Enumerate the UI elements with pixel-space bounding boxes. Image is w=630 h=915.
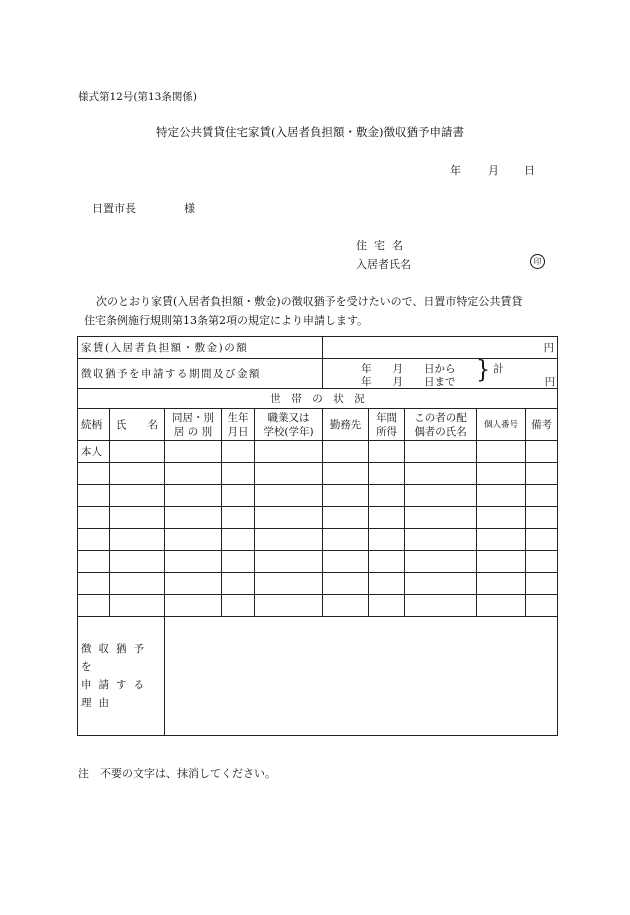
- table-cell[interactable]: [78, 529, 110, 551]
- table-cell[interactable]: [405, 485, 477, 507]
- table-cell[interactable]: [369, 573, 405, 595]
- col-spouse-2: 偶者の氏名: [414, 425, 467, 438]
- document-title: 特定公共賃貸住宅家賃(入居者負担額・敷金)徴収猶予申請書: [156, 125, 464, 139]
- table-cell[interactable]: [110, 507, 165, 529]
- column-header-row: [78, 409, 558, 441]
- col-birth-2: 月日: [227, 425, 249, 438]
- reason-label: [78, 617, 165, 736]
- col-job-2: 学校(学年): [263, 425, 314, 438]
- table-cell[interactable]: [222, 463, 255, 485]
- table-cell[interactable]: [405, 507, 477, 529]
- table-cell[interactable]: [78, 573, 110, 595]
- period-label: 徴収猶予を申請する期間及び金額: [78, 359, 323, 389]
- addressee-honorific: 様: [184, 202, 195, 215]
- table-row: [78, 573, 558, 595]
- table-cell[interactable]: [110, 463, 165, 485]
- table-cell[interactable]: [165, 485, 222, 507]
- table-row: [78, 485, 558, 507]
- rent-amount-field[interactable]: [323, 337, 558, 359]
- birth-cell[interactable]: [222, 441, 255, 463]
- rent-row: [78, 337, 558, 359]
- table-cell[interactable]: [405, 573, 477, 595]
- col-name: 氏 名: [110, 409, 165, 441]
- table-cell[interactable]: [222, 529, 255, 551]
- table-cell[interactable]: [526, 573, 558, 595]
- col-job-1: 職業又は: [267, 411, 310, 424]
- table-cell[interactable]: [222, 573, 255, 595]
- table-cell[interactable]: [110, 573, 165, 595]
- table-cell[interactable]: [255, 485, 323, 507]
- intro-paragraph: [78, 292, 560, 330]
- table-cell[interactable]: [255, 463, 323, 485]
- reason-line-1: 徴収猶予を: [81, 643, 151, 673]
- table-cell[interactable]: [110, 485, 165, 507]
- table-cell[interactable]: [78, 463, 110, 485]
- table-cell[interactable]: [369, 551, 405, 573]
- addressee: [92, 200, 195, 216]
- table-cell[interactable]: [323, 573, 369, 595]
- job-cell[interactable]: [255, 441, 323, 463]
- table-cell[interactable]: [110, 551, 165, 573]
- col-income-1: 年間: [376, 411, 398, 424]
- col-spouse-1: この者の配: [414, 411, 467, 424]
- brace-icon: }: [476, 358, 491, 385]
- table-cell[interactable]: [477, 595, 526, 617]
- table-cell[interactable]: [477, 551, 526, 573]
- table-cell[interactable]: [165, 529, 222, 551]
- table-cell[interactable]: [222, 485, 255, 507]
- period-to: 年 月 日まで: [361, 376, 456, 388]
- applicant-name-label: 入居者氏名: [356, 258, 411, 271]
- table-cell[interactable]: [222, 595, 255, 617]
- table-cell[interactable]: [526, 463, 558, 485]
- col-birth: [222, 409, 255, 441]
- table-cell[interactable]: [78, 485, 110, 507]
- application-table: [77, 336, 558, 736]
- table-cell[interactable]: [477, 573, 526, 595]
- col-relation: 続柄: [78, 409, 110, 441]
- table-cell[interactable]: [165, 463, 222, 485]
- period-yen: 円: [544, 376, 556, 388]
- spouse-cell[interactable]: [405, 441, 477, 463]
- period-total-label: 計: [493, 363, 504, 375]
- workplace-cell[interactable]: [323, 441, 369, 463]
- seal-mark: 印: [530, 254, 545, 269]
- table-cell[interactable]: [477, 529, 526, 551]
- name-cell[interactable]: [110, 441, 165, 463]
- date-line: [450, 162, 535, 178]
- reason-row: [78, 617, 558, 736]
- footnote: 注 不要の文字は、抹消してください。: [78, 767, 276, 780]
- rent-label: 家賃(入居者負担額・敷金)の額: [78, 337, 323, 359]
- col-living-1: 同居・別: [172, 411, 214, 424]
- col-income-2: 所得: [376, 425, 398, 438]
- table-cell[interactable]: [78, 595, 110, 617]
- period-row: [78, 359, 558, 389]
- relation-cell: 本人: [78, 441, 110, 463]
- table-cell[interactable]: [255, 573, 323, 595]
- household-header: 世 帯 の 状 況: [78, 389, 558, 409]
- table-cell[interactable]: [405, 529, 477, 551]
- table-cell[interactable]: [110, 529, 165, 551]
- table-cell[interactable]: [255, 507, 323, 529]
- table-cell[interactable]: [477, 463, 526, 485]
- col-workplace: 勤務先: [323, 409, 369, 441]
- table-cell[interactable]: [526, 485, 558, 507]
- table-cell[interactable]: [526, 595, 558, 617]
- table-row: [78, 529, 558, 551]
- table-row: [78, 441, 558, 463]
- table-cell[interactable]: [222, 507, 255, 529]
- table-cell[interactable]: [369, 529, 405, 551]
- table-cell[interactable]: [369, 463, 405, 485]
- living-cell[interactable]: [165, 441, 222, 463]
- col-income: [369, 409, 405, 441]
- table-cell[interactable]: [222, 551, 255, 573]
- table-cell[interactable]: [323, 463, 369, 485]
- table-cell[interactable]: [165, 573, 222, 595]
- date-year: 年: [450, 164, 461, 177]
- addressee-name: 日置市長: [92, 202, 136, 215]
- col-living-2: 居 の 別: [173, 425, 213, 438]
- table-cell[interactable]: [323, 529, 369, 551]
- table-row: [78, 507, 558, 529]
- income-cell[interactable]: [369, 441, 405, 463]
- intro-line-2: 住宅条例施行規則第13条第2項の規定により申請します。: [84, 314, 369, 327]
- table-cell[interactable]: [165, 595, 222, 617]
- col-birth-1: 生年: [227, 411, 249, 424]
- table-row: [78, 595, 558, 617]
- col-mynumber: 個人番号: [477, 409, 526, 441]
- household-header-row: [78, 389, 558, 409]
- table-cell[interactable]: [255, 529, 323, 551]
- table-row: [78, 551, 558, 573]
- col-remarks: 備考: [526, 409, 558, 441]
- table-cell[interactable]: [526, 529, 558, 551]
- table-cell[interactable]: [369, 595, 405, 617]
- table-cell[interactable]: [255, 595, 323, 617]
- applicant-address-label: 住宅名: [356, 239, 410, 252]
- table-cell[interactable]: [405, 463, 477, 485]
- table-cell[interactable]: [323, 595, 369, 617]
- table-cell[interactable]: [255, 551, 323, 573]
- table-cell[interactable]: [165, 507, 222, 529]
- table-cell[interactable]: [323, 507, 369, 529]
- date-month: 月: [488, 164, 499, 177]
- table-cell[interactable]: [477, 507, 526, 529]
- table-cell[interactable]: [369, 507, 405, 529]
- reason-line-2: 申請する理由: [81, 679, 151, 709]
- table-cell[interactable]: [405, 595, 477, 617]
- table-cell[interactable]: [110, 595, 165, 617]
- table-cell[interactable]: [323, 485, 369, 507]
- date-day: 日: [524, 164, 535, 177]
- intro-line-1: 次のとおり家賃(入居者負担額・敷金)の徴収猶予を受けたいので、日置市特定公共賃貸: [96, 295, 523, 308]
- col-job: [255, 409, 323, 441]
- table-cell[interactable]: [323, 551, 369, 573]
- reason-field[interactable]: [165, 617, 558, 736]
- table-cell[interactable]: [78, 507, 110, 529]
- table-cell[interactable]: [526, 507, 558, 529]
- table-cell[interactable]: [165, 551, 222, 573]
- table-cell[interactable]: [369, 485, 405, 507]
- table-cell[interactable]: [405, 551, 477, 573]
- col-spouse: [405, 409, 477, 441]
- rent-yen: 円: [543, 342, 555, 354]
- table-cell[interactable]: [78, 551, 110, 573]
- remarks-cell[interactable]: [526, 441, 558, 463]
- table-row: [78, 463, 558, 485]
- mynumber-cell[interactable]: [477, 441, 526, 463]
- table-cell[interactable]: [477, 485, 526, 507]
- col-living: [165, 409, 222, 441]
- table-cell[interactable]: [526, 551, 558, 573]
- form-number: 様式第12号(第13条関係): [78, 91, 197, 103]
- period-from: 年 月 日から: [361, 363, 456, 375]
- period-field[interactable]: [323, 359, 558, 389]
